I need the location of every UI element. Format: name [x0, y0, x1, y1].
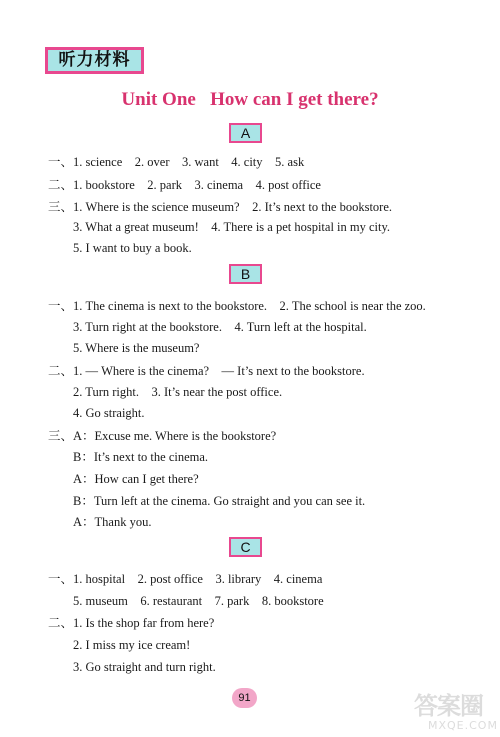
text-line: 三、1. Where is the science museum? 2. It’s next to the bookstore.: [48, 200, 393, 214]
section-badge-c-label: C: [231, 539, 260, 555]
text-line: 二、1. — Where is the cinema? — It’s next to the bookstore.: [48, 364, 365, 378]
text-line: 5. I want to buy a book.: [73, 241, 192, 255]
watermark-logo: 答案圈: [414, 692, 483, 720]
listening-materials-label: [45, 47, 144, 74]
text-line: 三、A：Excuse me. Where is the bookstore?: [48, 429, 277, 443]
text-line: 5. Where is the museum?: [73, 341, 200, 355]
text-line: B：It’s next to the cinema.: [73, 450, 209, 464]
listening-materials-text: 听力材料: [48, 50, 141, 71]
section-badge-c: [229, 537, 262, 557]
text-line: 一、1. science 2. over 3. want 4. city 5. ask: [48, 155, 305, 169]
text-line: 2. I miss my ice cream!: [73, 638, 191, 652]
text-line: 二、1. bookstore 2. park 3. cinema 4. post office: [48, 178, 321, 192]
text-line: 一、1. The cinema is next to the bookstore. 2. The school is near the zoo.: [48, 299, 426, 313]
text-line: A：Thank you.: [73, 515, 152, 529]
text-line: 5. museum 6. restaurant 7. park 8. bookstore: [73, 594, 324, 608]
watermark-url: MXQE.COM: [428, 719, 498, 732]
text-line: 2. Turn right. 3. It’s near the post office.: [73, 385, 283, 399]
text-line: 4. Go straight.: [73, 406, 145, 420]
text-line: A：How can I get there?: [73, 472, 199, 486]
page-number: 91: [232, 688, 257, 708]
section-badge-a: [229, 123, 262, 143]
section-badge-b-label: B: [231, 266, 260, 282]
text-line: 3. What a great museum! 4. There is a pet hospital in my city.: [73, 220, 391, 234]
section-badge-a-label: A: [231, 125, 260, 141]
text-line: 3. Go straight and turn right.: [73, 660, 216, 674]
unit-title: Unit One How can I get there?: [121, 89, 379, 110]
section-badge-b: [229, 264, 262, 284]
text-line: 二、1. Is the shop far from here?: [48, 616, 215, 630]
text-line: 3. Turn right at the bookstore. 4. Turn left at the hospital.: [73, 320, 367, 334]
text-line: B：Turn left at the cinema. Go straight and you can see it.: [73, 494, 366, 508]
text-line: 一、1. hospital 2. post office 3. library 4. cinema: [48, 572, 323, 586]
